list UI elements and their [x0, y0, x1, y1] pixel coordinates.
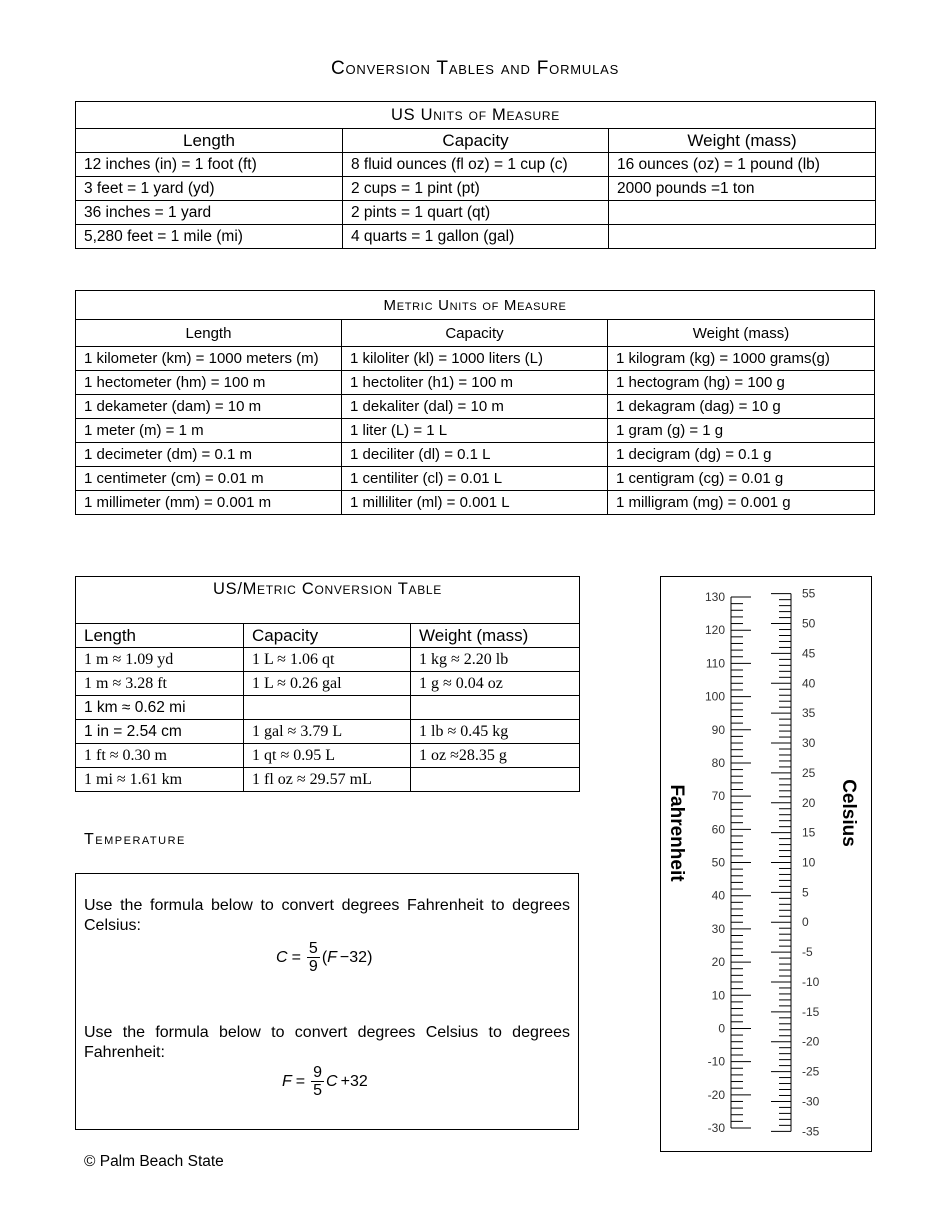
table-row: [76, 177, 876, 201]
column-header: Weight (mass): [411, 624, 580, 648]
formula-operation: −32: [339, 948, 368, 966]
table-cell: 1 oz ≈28.35 g: [411, 744, 580, 768]
table-cell: 1 kilometer (km) = 1000 meters (m): [76, 347, 342, 371]
table-cell: [411, 768, 580, 792]
formula-fraction: [307, 940, 320, 975]
table-cell: 1 centimeter (cm) = 0.01 m: [76, 467, 342, 491]
formula-variable: C: [326, 1072, 338, 1090]
table-cell: 1 L ≈ 0.26 gal: [244, 672, 411, 696]
fahrenheit-tick-label: -10: [707, 1054, 725, 1069]
table-cell: 1 kiloliter (kl) = 1000 liters (L): [342, 347, 608, 371]
table-cell: 1 gal ≈ 3.79 L: [244, 720, 411, 744]
column-header: Length: [76, 320, 342, 347]
formula-equals: =: [295, 1072, 306, 1090]
f-to-c-formula: [276, 940, 372, 975]
celsius-tick-label: 35: [802, 706, 816, 721]
celsius-tick-label: 50: [802, 616, 816, 631]
thermometer-scale: [660, 576, 872, 1152]
us-units-table: [75, 101, 876, 249]
table-cell: 1 km ≈ 0.62 mi: [76, 696, 244, 720]
fahrenheit-tick-label: 60: [711, 822, 725, 837]
celsius-tick-label: -15: [802, 1004, 820, 1019]
column-header: Capacity: [342, 320, 608, 347]
fahrenheit-tick-label: -30: [707, 1121, 725, 1135]
table-cell: 2000 pounds =1 ton: [609, 177, 876, 201]
celsius-tick-label: -35: [802, 1124, 820, 1139]
formula-variable: F: [282, 1072, 292, 1090]
column-header: Capacity: [244, 624, 411, 648]
table-cell: 36 inches = 1 yard: [76, 201, 343, 225]
table-cell: 1 centigram (cg) = 0.01 g: [608, 467, 875, 491]
table-cell: 1 hectoliter (h1) = 100 m: [342, 371, 608, 395]
table-cell: 1 m ≈ 1.09 yd: [76, 648, 244, 672]
celsius-tick-label: 45: [802, 646, 816, 661]
fahrenheit-tick-label: 50: [711, 855, 725, 870]
table-caption: US/Metric Conversion Table: [76, 577, 580, 624]
column-header: Weight (mass): [609, 129, 876, 153]
table-cell: 1 m ≈ 3.28 ft: [76, 672, 244, 696]
table-row: [76, 720, 580, 744]
table-row: [76, 672, 580, 696]
table-row: [76, 696, 580, 720]
table-row: [76, 153, 876, 177]
column-header: Length: [76, 624, 244, 648]
formula-fraction: [311, 1064, 324, 1099]
fraction-numerator: 9: [313, 1064, 323, 1081]
celsius-tick-label: -25: [802, 1064, 820, 1079]
table-cell: 4 quarts = 1 gallon (gal): [343, 225, 609, 249]
table-row: [76, 744, 580, 768]
table-cell: 1 hectogram (hg) = 100 g: [608, 371, 875, 395]
celsius-tick-label: -20: [802, 1034, 820, 1049]
celsius-tick-label: 10: [802, 855, 816, 870]
fahrenheit-tick-label: 0: [718, 1021, 725, 1036]
temperature-formula-box: [75, 873, 579, 1130]
table-row: [76, 225, 876, 249]
celsius-tick-label: -30: [802, 1094, 820, 1109]
table-cell: 1 hectometer (hm) = 100 m: [76, 371, 342, 395]
table-row: [76, 467, 875, 491]
table-cell: 1 ft ≈ 0.30 m: [76, 744, 244, 768]
formula-equals: =: [291, 948, 301, 966]
table-row: [76, 491, 875, 515]
fahrenheit-tick-label: 80: [711, 755, 725, 770]
celsius-tick-label: 40: [802, 676, 816, 691]
copyright: © Palm Beach State: [84, 1153, 224, 1170]
table-cell: 1 dekameter (dam) = 10 m: [76, 395, 342, 419]
table-cell: 1 lb ≈ 0.45 kg: [411, 720, 580, 744]
celsius-tick-label: 30: [802, 736, 816, 751]
table-cell: 1 decimeter (dm) = 0.1 m: [76, 443, 342, 467]
table-row: [76, 395, 875, 419]
fahrenheit-label: Fahrenheit: [666, 784, 687, 882]
table-cell: 1 L ≈ 1.06 qt: [244, 648, 411, 672]
table-cell: 8 fluid ounces (fl oz) = 1 cup (c): [343, 153, 609, 177]
formula-operation: +32: [340, 1072, 368, 1090]
fahrenheit-tick-label: 40: [711, 888, 725, 903]
table-cell: 1 kilogram (kg) = 1000 grams(g): [608, 347, 875, 371]
table-cell: [244, 696, 411, 720]
celsius-label: Celsius: [838, 779, 859, 847]
table-row: [76, 419, 875, 443]
table-caption: Metric Units of Measure: [76, 291, 875, 320]
table-row: [76, 201, 876, 225]
formula-variable: F: [327, 948, 337, 966]
formula-variable: C: [276, 948, 288, 966]
column-header: Length: [76, 129, 343, 153]
table-row: [76, 648, 580, 672]
fahrenheit-tick-label: 100: [704, 689, 725, 704]
c-to-f-instruction: Use the formula below to convert degrees Celsius to degrees Fahrenheit:: [84, 1024, 570, 1061]
table-row: [76, 768, 580, 792]
column-header: Weight (mass): [608, 320, 875, 347]
fraction-denominator: 9: [308, 958, 318, 975]
celsius-tick-label: -10: [802, 974, 820, 989]
table-cell: 16 ounces (oz) = 1 pound (lb): [609, 153, 876, 177]
temperature-heading: Temperature: [84, 831, 186, 848]
table-cell: 1 decigram (dg) = 0.1 g: [608, 443, 875, 467]
c-to-f-formula: [282, 1064, 368, 1099]
table-cell: 1 dekaliter (dal) = 10 m: [342, 395, 608, 419]
fahrenheit-tick-label: 10: [711, 988, 725, 1003]
table-cell: 1 liter (L) = 1 L: [342, 419, 608, 443]
f-to-c-instruction: Use the formula below to convert degrees Fahrenheit to degrees Celsius:: [84, 897, 570, 934]
table-cell: [411, 696, 580, 720]
fraction-numerator: 5: [308, 940, 318, 957]
table-cell: 1 g ≈ 0.04 oz: [411, 672, 580, 696]
table-cell: 1 fl oz ≈ 29.57 mL: [244, 768, 411, 792]
fahrenheit-tick-label: 130: [704, 590, 725, 604]
page-title: Conversion Tables and Formulas: [330, 58, 620, 79]
celsius-tick-label: -5: [802, 945, 813, 960]
formula-paren: ): [367, 948, 373, 966]
fahrenheit-tick-label: -20: [707, 1087, 725, 1102]
fahrenheit-tick-label: 30: [711, 921, 725, 936]
table-cell: 1 qt ≈ 0.95 L: [244, 744, 411, 768]
table-cell: 1 meter (m) = 1 m: [76, 419, 342, 443]
table-cell: 1 kg ≈ 2.20 lb: [411, 648, 580, 672]
us-metric-conversion-table: [75, 576, 580, 792]
table-cell: 1 millimeter (mm) = 0.001 m: [76, 491, 342, 515]
celsius-tick-label: 5: [802, 885, 809, 900]
table-cell: [609, 201, 876, 225]
fahrenheit-tick-label: 90: [711, 722, 725, 737]
table-row: [76, 347, 875, 371]
table-cell: 1 mi ≈ 1.61 km: [76, 768, 244, 792]
table-row: [76, 371, 875, 395]
thermometer-svg: [661, 577, 871, 1151]
celsius-tick-label: 0: [802, 915, 809, 930]
table-cell: 1 milligram (mg) = 0.001 g: [608, 491, 875, 515]
celsius-tick-label: 20: [802, 795, 816, 810]
celsius-tick-label: 25: [802, 765, 816, 780]
fraction-denominator: 5: [313, 1082, 323, 1099]
metric-units-table: [75, 290, 875, 515]
table-cell: 1 centiliter (cl) = 0.01 L: [342, 467, 608, 491]
table-cell: 2 cups = 1 pint (pt): [343, 177, 609, 201]
table-cell: 1 dekagram (dag) = 10 g: [608, 395, 875, 419]
celsius-tick-label: 55: [802, 586, 816, 601]
table-row: [76, 443, 875, 467]
table-cell: 1 milliliter (ml) = 0.001 L: [342, 491, 608, 515]
table-cell: 1 gram (g) = 1 g: [608, 419, 875, 443]
column-header: Capacity: [343, 129, 609, 153]
table-cell: 1 deciliter (dl) = 0.1 L: [342, 443, 608, 467]
table-cell: [609, 225, 876, 249]
celsius-tick-label: 15: [802, 825, 816, 840]
fahrenheit-tick-label: 70: [711, 789, 725, 804]
table-cell: 1 in = 2.54 cm: [76, 720, 244, 744]
fahrenheit-tick-label: 110: [705, 656, 725, 671]
fahrenheit-tick-label: 120: [704, 623, 725, 638]
table-cell: 2 pints = 1 quart (qt): [343, 201, 609, 225]
formula-paren: (: [321, 948, 328, 966]
table-cell: 12 inches (in) = 1 foot (ft): [76, 153, 343, 177]
fahrenheit-tick-label: 20: [711, 955, 725, 970]
table-caption: US Units of Measure: [76, 102, 876, 129]
table-cell: 5,280 feet = 1 mile (mi): [76, 225, 343, 249]
table-cell: 3 feet = 1 yard (yd): [76, 177, 343, 201]
